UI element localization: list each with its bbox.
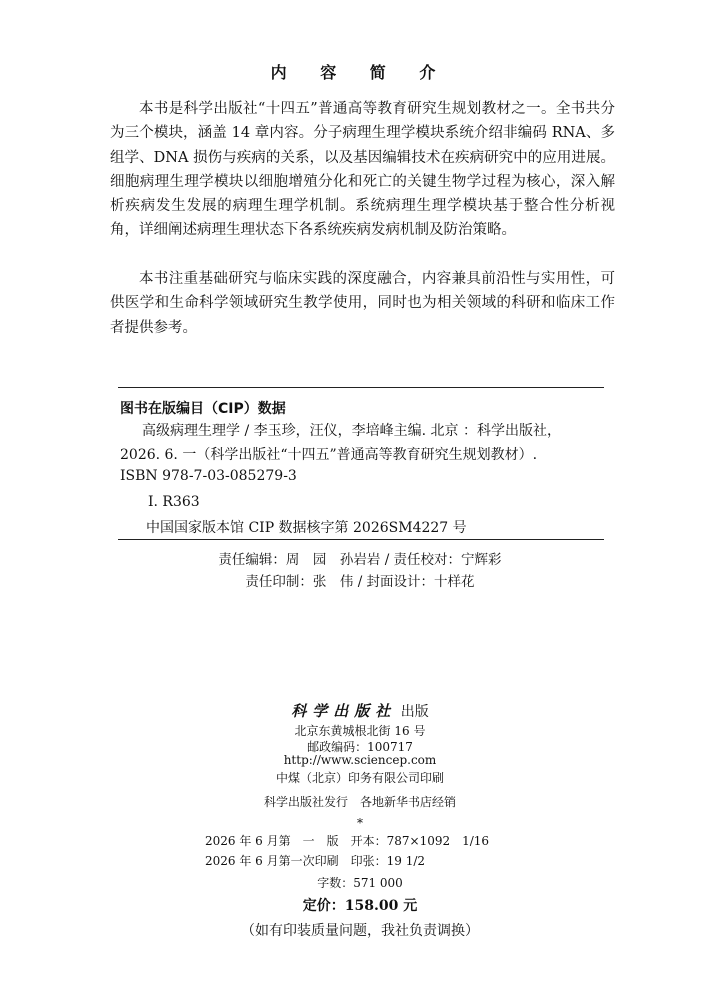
staff-line-1: 责任编辑：周 园 孙岩岩 / 责任校对：宁辉彩 <box>218 552 502 568</box>
cip-top-rule <box>118 387 604 388</box>
summary-section <box>110 97 615 357</box>
printing-line: 2026 年 6 月第一次印刷 印张：19 1/2 <box>205 854 426 868</box>
separator-star: * <box>357 816 363 830</box>
cip-line-2: 2026. 6. 一（科学出版社“十四五”普通高等教育研究生规划教材）. <box>120 447 538 463</box>
publisher-suffix: 出版 <box>396 704 429 720</box>
page-title: 内 容 简 介 <box>270 63 450 82</box>
publisher-line <box>0 700 720 721</box>
summary-paragraph-1: 本书是科学出版社“十四五”普通高等教育研究生规划教材之一。全书共分为三个模块，涵盖 14 章内容。分子病理生理学模块系统介绍非编码 RNA、多组学、DNA 损伤与疾病的关系，以及基因编辑技术在疾病研究中的应用进展。细胞病理生理学模块以细胞增殖分化和死亡的关键生物学过程为核心，深入解析疾病发生发展的病理生理学机制。系统病理生理学模块基于整合性分析视角，详细阐述病理生理状态下各系统疾病发病机制及防治策略。 <box>110 101 615 239</box>
staff-line-2: 责任印制：张 伟 / 封面设计：十样花 <box>245 574 475 590</box>
quality-note: （如有印装质量问题，我社负责调换） <box>241 923 479 939</box>
edition-line: 2026 年 6 月第 一 版 开本：787×1092 1/16 <box>205 834 490 848</box>
publisher-postcode: 邮政编码：100717 <box>307 740 413 754</box>
cip-record-number: 中国国家版本馆 CIP 数据核字第 2026SM4227 号 <box>146 520 467 536</box>
cip-isbn: ISBN 978-7-03-085279-3 <box>120 468 297 484</box>
wordcount-line: 字数：571 000 <box>317 876 403 890</box>
printer-line: 中煤（北京）印务有限公司印刷 <box>275 771 444 785</box>
cip-heading: 图书在版编目（CIP）数据 <box>120 401 286 417</box>
cip-line-1: 高级病理生理学 / 李玉珍，汪仪，李培峰主编. 北京 ：科学出版社， <box>142 423 561 439</box>
publisher-name: 科学出版社 <box>291 702 397 720</box>
publisher-section <box>0 700 720 950</box>
summary-paragraph-2: 本书注重基础研究与临床实践的深度融合，内容兼具前沿性与实用性，可供医学和生命科学领域研究生教学使用，同时也为相关领域的科研和临床工作者提供参考。 <box>110 271 615 336</box>
publisher-address: 北京东黄城根北街 16 号 <box>294 724 426 738</box>
distribution-line: 科学出版社发行 各地新华书店经销 <box>263 795 456 809</box>
cip-section <box>120 398 610 538</box>
publisher-website: http://www.sciencep.com <box>283 753 437 767</box>
price-line: 定价：158.00 元 <box>302 898 418 914</box>
cip-bottom-rule <box>118 539 604 540</box>
cip-classification: Ⅰ. R363 <box>148 494 200 510</box>
